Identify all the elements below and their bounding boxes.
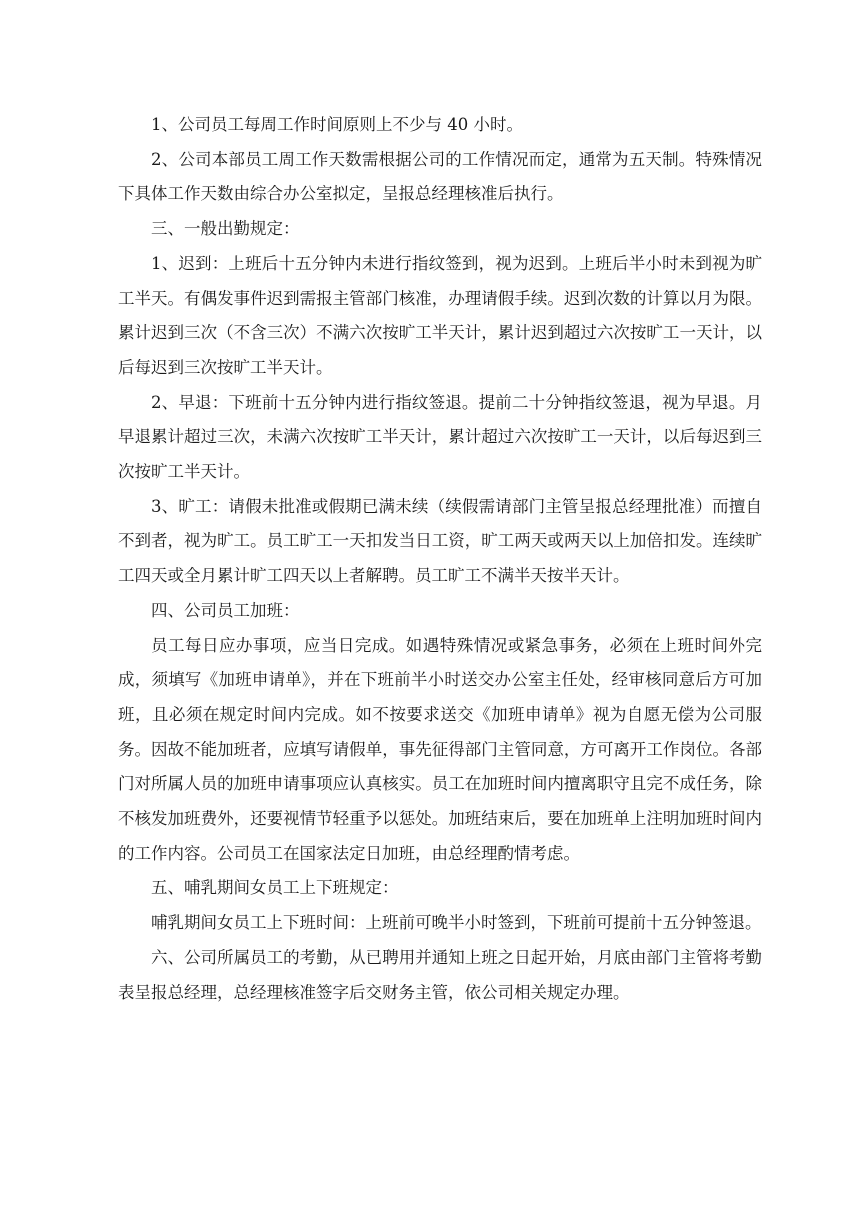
heading-attendance-rules: 三、一般出勤规定：: [151, 219, 300, 239]
paragraph-overtime-rules: 员工每日应办事项，应当日完成。如遇特殊情况或紧急事务，必须在上班时间外完成，须填写《加班申请单》，并在下班前半小时送交办公室主任处，经审核同意后方可加班，且必须在规定时间内完成。如不按要求送交《加班申请单》视为自愿无偿为公司服务。因故不能加班者，应填写请假单，事先征得部门主管同意，方可离开工作岗位。各部门对所属人员的加班申请事项应认真核实。员工在加班时间内擅离职守且完不成任务，除不核发加班费外，还要视情节轻重予以惩处。加班结束后，要在加班单上注明加班时间内的工作内容。公司员工在国家法定日加班，由总经理酌情考虑。: [118, 635, 762, 863]
paragraph-workdays: 2、公司本部员工周工作天数需根据公司的工作情况而定，通常为五天制。特殊情况下具体工作天数由综合办公室拟定，呈报总经理核准后执行。: [118, 149, 762, 204]
heading-overtime: 四、公司员工加班：: [151, 600, 300, 620]
paragraph-attendance-records: 六、公司所属员工的考勤，从已聘用并通知上班之日起开始，月底由部门主管将考勤表呈报总经理，总经理核准签字后交财务主管，依公司相关规定办理。: [118, 947, 762, 1002]
paragraph-weekly-hours: 1、公司员工每周工作时间原则上不少与 40 小时。: [151, 115, 523, 134]
heading-nursing-period: 五、哺乳期间女员工上下班规定：: [151, 878, 399, 898]
paragraph-absenteeism: 3、旷工：请假未批准或假期已满未续（续假需请部门主管呈报总经理批准）而擅自不到者，视为旷工。员工旷工一天扣发当日工资，旷工两天或两天以上加倍扣发。连续旷工四天或全月累计旷工四天以上者解聘。员工旷工不满半天按半天计。: [118, 496, 762, 586]
document-body: [118, 108, 762, 1010]
paragraph-nursing-hours: 哺乳期间女员工上下班时间：上班前可晚半小时签到，下班前可提前十五分钟签退。: [151, 913, 762, 933]
paragraph-late-arrival: 1、迟到：上班后十五分钟内未进行指纹签到，视为迟到。上班后半小时未到视为旷工半天。有偶发事件迟到需报主管部门核准，办理请假手续。迟到次数的计算以月为限。累计迟到三次（不含三次）不满六次按旷工半天计，累计迟到超过六次按旷工一天计，以后每迟到三次按旷工半天计。: [118, 253, 762, 377]
paragraph-early-leave: 2、早退：下班前十五分钟内进行指纹签退。提前二十分钟指纹签退，视为早退。月早退累计超过三次，未满六次按旷工半天计，累计超过六次按旷工一天计，以后每迟到三次按旷工半天计。: [118, 392, 762, 482]
